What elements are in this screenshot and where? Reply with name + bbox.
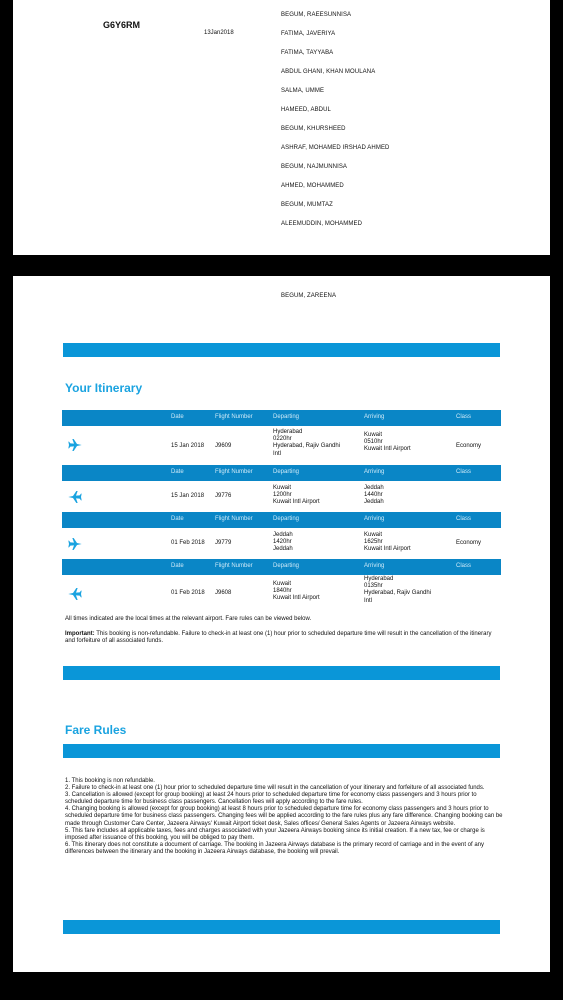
passenger-name: BEGUM, RAEESUNNISA	[281, 12, 352, 18]
segment-header	[62, 465, 501, 481]
col-class: Class	[456, 516, 472, 522]
segment-body	[62, 426, 501, 465]
passenger-name: BEGUM, NAJMUNNISA	[281, 164, 348, 170]
section-divider-bar	[63, 666, 500, 680]
fare-rule: 6. This itinerary does not constitute a document of carriage. The booking in Jazeera Airways database is the primary record of carriage and in the event of any differences between the itinerary and the booking in Jazeera Airways database, the booking will prevail.	[65, 841, 485, 855]
departing-time: 1200hr	[273, 492, 292, 499]
segment-departing	[273, 485, 320, 507]
passenger-name: HAMEED, ABDUL	[281, 107, 331, 113]
departing-airport: Kuwait Intl Airport	[273, 499, 320, 506]
departing-time: 0220hr	[273, 436, 292, 443]
fare-rules-heading: Fare Rules	[65, 723, 127, 737]
segment-flight-number: J9779	[215, 540, 232, 546]
col-date: Date	[171, 563, 184, 569]
segment-departing	[273, 581, 320, 603]
arriving-time: 1625hr	[364, 539, 383, 546]
col-flight: Flight Number	[215, 414, 253, 420]
segment-arriving	[364, 532, 411, 554]
segment-date: 15 Jan 2018	[171, 443, 205, 449]
arriving-airport-cont: Intl	[364, 597, 373, 604]
document-page-1	[13, 0, 550, 255]
passenger-name: SALMA, UMME	[281, 88, 325, 94]
segment-departing	[273, 532, 293, 554]
fare-rule: 3. Cancellation is allowed (except for group booking) at least 24 hours prior to scheduled departure time for economy class passengers and 3 hours prior to scheduled departure time for business class passengers. Cancellation fees will apply according to the fare rules.	[65, 792, 477, 806]
section-divider-bar	[63, 920, 500, 934]
segment-departing	[273, 429, 340, 458]
important-note	[65, 631, 501, 645]
segment-date: 15 Jan 2018	[171, 493, 205, 499]
document-page-2	[13, 276, 550, 972]
segment-date: 01 Feb 2018	[171, 590, 205, 596]
departing-airport: Kuwait Intl Airport	[273, 595, 320, 602]
passenger-name: ABDUL GHANI, KHAN MOULANA	[281, 69, 376, 75]
departing-time: 1840hr	[273, 588, 292, 595]
passenger-name: ALEEMUDDIN, MOHAMMED	[281, 221, 363, 227]
segment-header	[62, 559, 501, 575]
departing-time: 1420hr	[273, 539, 292, 546]
passenger-name: ASHRAF, MOHAMED IRSHAD AHMED	[281, 145, 390, 151]
flight-segment	[62, 512, 501, 559]
arriving-city: Jeddah	[364, 485, 384, 491]
col-arriving: Arriving	[364, 469, 385, 475]
flight-segment	[62, 465, 501, 512]
segment-flight-number: J9609	[215, 443, 232, 449]
passenger-name: BEGUM, KHURSHEED	[281, 126, 346, 132]
fare-rule: 2. Failure to check-in at least one (1) hour prior to scheduled departure time will result in the cancellation of your itinerary and forfeiture of all associated funds.	[65, 785, 485, 792]
passenger-name: AHMED, MOHAMMED	[281, 183, 344, 189]
segment-class: Economy	[456, 443, 482, 449]
col-arriving: Arriving	[364, 516, 385, 522]
arriving-airport: Jeddah	[364, 499, 384, 506]
col-departing: Departing	[273, 414, 300, 420]
segment-class: Economy	[456, 540, 482, 546]
departing-city: Jeddah	[273, 532, 293, 538]
itinerary-heading: Your Itinerary	[65, 381, 143, 395]
segment-header	[62, 512, 501, 528]
departing-airport: Jeddah	[273, 546, 293, 553]
passenger-name: BEGUM, ZAREENA	[281, 293, 337, 299]
flight-segment	[62, 410, 501, 465]
airplane-return-icon	[67, 586, 83, 602]
col-date: Date	[171, 516, 184, 522]
col-class: Class	[456, 414, 472, 420]
fare-rule: 5. This fare includes all applicable taxes, fees and charges associated with your Jazeera Airways booking since its initial creation. If a new tax, fee or charge is imposed after issuance of this booking, you will be obliged to pay them.	[65, 827, 485, 841]
departing-airport: Hyderabad, Rajiv Gandhi	[273, 443, 341, 450]
fare-rules-list	[65, 778, 503, 856]
passenger-name: FATIMA, JAVERIYA	[281, 31, 336, 37]
important-label: Important:	[65, 631, 95, 637]
passenger-name: BEGUM, MUMTAZ	[281, 202, 333, 208]
segment-arriving	[364, 432, 411, 454]
col-class: Class	[456, 563, 472, 569]
col-class: Class	[456, 469, 472, 475]
important-text: This booking is non-refundable. Failure to check-in at least one (1) hour prior to scheduled departure time will result in the cancellation of the itinerary and forfeiture of all associated funds.	[65, 631, 492, 645]
segment-body	[62, 528, 501, 559]
col-flight: Flight Number	[215, 516, 253, 522]
departing-city: Hyderabad	[273, 429, 303, 435]
segment-flight-number: J9776	[215, 493, 232, 499]
segment-body	[62, 481, 501, 512]
segment-flight-number: J9608	[215, 590, 232, 596]
col-departing: Departing	[273, 469, 300, 475]
booking-reference: G6Y6RM	[103, 20, 141, 30]
col-date: Date	[171, 469, 184, 475]
section-divider-bar	[63, 343, 500, 357]
itinerary-table	[62, 410, 501, 613]
col-flight: Flight Number	[215, 563, 253, 569]
col-date: Date	[171, 414, 184, 420]
col-arriving: Arriving	[364, 414, 385, 420]
departing-city: Kuwait	[273, 581, 292, 587]
arriving-city: Kuwait	[364, 532, 383, 538]
booking-date: 13Jan2018	[204, 30, 234, 36]
arriving-time: 0510hr	[364, 439, 383, 446]
flight-segment	[62, 559, 501, 613]
col-departing: Departing	[273, 563, 300, 569]
arriving-city: Kuwait	[364, 432, 383, 438]
departing-city: Kuwait	[273, 485, 292, 491]
departing-airport-cont: Intl	[273, 450, 282, 457]
arriving-airport: Kuwait Intl Airport	[364, 546, 411, 553]
fare-rule: 1. This booking is non refundable.	[65, 778, 155, 784]
airplane-departure-icon	[67, 536, 83, 552]
segment-arriving	[364, 485, 384, 507]
segment-header	[62, 410, 501, 426]
airplane-return-icon	[67, 489, 83, 505]
fare-rule: 4. Changing booking is allowed (except for group booking) at least 8 hours prior to scheduled departure time for economy class passengers and 3 hours prior to scheduled departure time for business class passengers. Changing fees will be applied according to the fare rules plus any fare difference. Changing booking can be made through Customer Care Center, Jazeera Airways' Kuwait Airport ticket desk, Sales offices/ General Sales Agents or Jazeera Airways website.	[65, 806, 503, 827]
segment-arriving	[364, 576, 431, 605]
arriving-time: 1440hr	[364, 492, 383, 499]
airplane-departure-icon	[67, 437, 83, 453]
arriving-time: 0135hr	[364, 583, 383, 590]
col-arriving: Arriving	[364, 563, 385, 569]
col-departing: Departing	[273, 516, 300, 522]
segment-date: 01 Feb 2018	[171, 540, 205, 546]
times-note: All times indicated are the local times at the relevant airport. Fare rules can be viewed below.	[65, 616, 312, 622]
segment-body	[62, 575, 501, 613]
section-divider-bar	[63, 744, 500, 758]
col-flight: Flight Number	[215, 469, 253, 475]
arriving-airport: Hyderabad, Rajiv Gandhi	[364, 590, 432, 597]
passenger-name: FATIMA, TAYYABA	[281, 50, 334, 56]
arriving-airport: Kuwait Intl Airport	[364, 446, 411, 453]
arriving-city: Hyderabad	[364, 576, 394, 582]
